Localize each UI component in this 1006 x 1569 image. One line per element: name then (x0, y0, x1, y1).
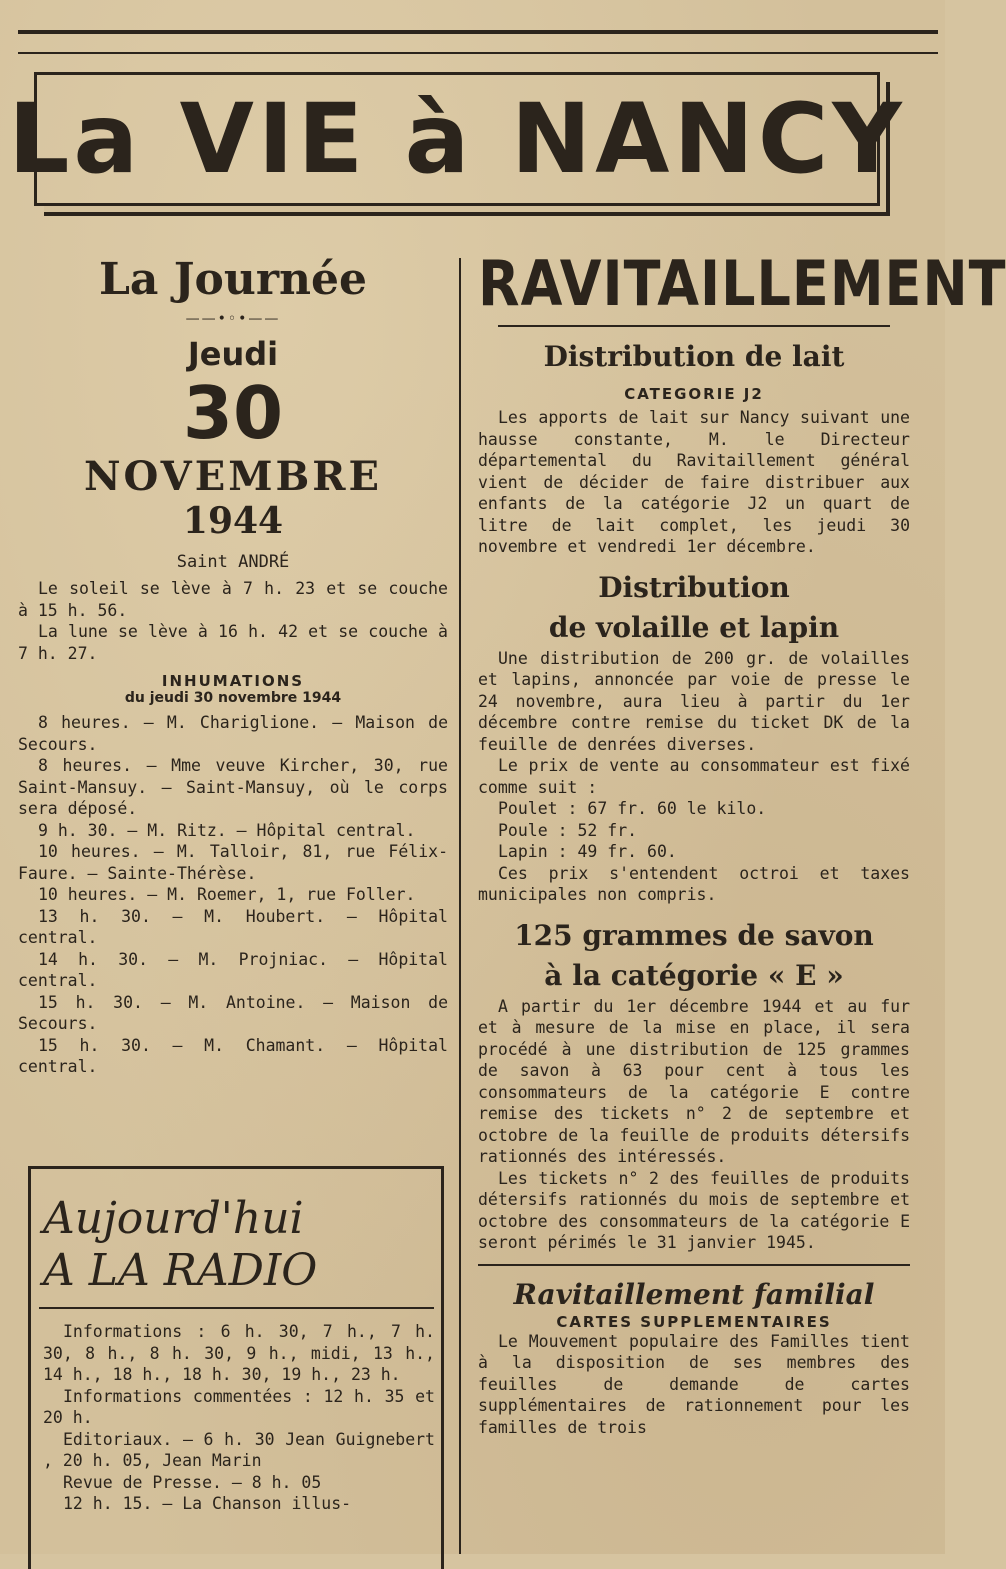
ephemeris (18, 578, 448, 664)
price-item: Lapin : 49 fr. 60. (498, 842, 677, 861)
date-number: 30 (182, 371, 284, 455)
familial-article (478, 1331, 910, 1439)
inhumations-list (18, 712, 448, 1078)
masthead-frame (8, 72, 906, 206)
list-item: 10 heures. — M. Talloir, 81, rue Félix-Faure. — Sainte-Thérèse. (18, 842, 448, 883)
volaille-price-intro: Le prix de vente au consommateur est fixé comme suit : (478, 756, 910, 797)
lait-category: CATEGORIE J2 (624, 385, 764, 403)
savon-heading-line2: à la catégorie « E » (544, 958, 844, 992)
radio-title-line1: Aujourd'hui (43, 1193, 304, 1244)
radio-paragraph: 12 h. 15. — La Chanson illus- (63, 1494, 352, 1513)
savon-text-2: Les tickets n° 2 des feuilles de produits détersifs rationnés du mois de septembre et octobre des consommateurs de la catégorie E seront périmés le 31 janvier 1945. (478, 1168, 910, 1252)
top-rule (18, 30, 938, 54)
right-column (478, 247, 1006, 1438)
lait-article (478, 407, 910, 558)
lait-heading: Distribution de lait (543, 340, 845, 373)
ornament-divider: ——•◦•—— (185, 311, 281, 327)
section-rule (478, 1264, 910, 1266)
savon-heading (478, 916, 910, 996)
list-item: 15 h. 30. — M. Antoine. — Maison de Secours. (18, 992, 448, 1033)
sun-times: Le soleil se lève à 7 h. 23 et se couche à 15 h. 56. (18, 579, 448, 620)
volaille-article (478, 648, 910, 906)
masthead-title: La VIE à NANCY (8, 83, 906, 195)
moon-times: La lune se lève à 16 h. 42 et se couche à 7 h. 27. (18, 622, 448, 663)
volaille-text: Une distribution de 200 gr. de volailles et lapins, annoncée par voie de presse le 24 novembre, aura lieu à partir du 1er décembre contre remise du ticket DK de la feuille de denrées diverses. (478, 648, 910, 754)
list-item: 14 h. 30. — M. Projniac. — Hôpital central. (18, 949, 448, 990)
savon-text-1: A partir du 1er décembre 1944 et au fur et à mesure de la mise en place, il sera procédé à une distribution de 125 grammes de savon à 63 pour cent à tous les consommateurs de la catégorie E contre remise des tickets n° 2 de septembre et octobre de la feuille de produits détersifs rationnés des intéressés. (478, 996, 910, 1166)
list-item: 9 h. 30. — M. Ritz. — Hôpital central. (38, 820, 416, 840)
radio-paragraph: Informations commentées : 12 h. 35 et 20 h. (43, 1386, 435, 1427)
familial-text: Le Mouvement populaire des Familles tient à la disposition de ses membres des feuilles de demande de cartes supplémentaires de rationnement pour les familles de trois (478, 1331, 910, 1437)
list-item: 8 heures. — Mme veuve Kircher, 30, rue Saint-Mansuy. — Saint-Mansuy, où le corps sera déposé. (18, 756, 448, 818)
volaille-heading-line2: de volaille et lapin (548, 610, 840, 644)
price-item: Poule : 52 fr. (498, 820, 638, 840)
radio-paragraph: Revue de Presse. — 8 h. 05 (63, 1472, 322, 1492)
column-divider (459, 258, 461, 1554)
list-item: 10 heures. — M. Roemer, 1, rue Foller. (38, 885, 416, 904)
list-item: 13 h. 30. — M. Houbert. — Hôpital central. (18, 906, 448, 947)
radio-title (43, 1193, 441, 1297)
radio-box (28, 1166, 444, 1569)
month: NOVEMBRE (83, 453, 383, 500)
savon-article (478, 996, 910, 1254)
radio-paragraph: Editoriaux. — 6 h. 30 Jean Guignebert , 20 h. 05, Jean Marin (43, 1429, 435, 1470)
familial-subheading: CARTES SUPPLEMENTAIRES (556, 1312, 832, 1331)
list-item: 8 heures. — M. Chariglione. — Maison de Secours. (18, 713, 448, 754)
radio-title-line2: A LA RADIO (43, 1245, 318, 1296)
familial-heading: Ravitaillement familial (513, 1277, 875, 1311)
list-item: 15 h. 30. — M. Chamant. — Hôpital central. (18, 1035, 448, 1076)
left-column (18, 250, 448, 1078)
radio-paragraph: Informations : 6 h. 30, 7 h., 7 h. 30, 8 h., 8 h. 30, 9 h., midi, 13 h., 14 h., 18 h., 18 h. 30, 19 h., 23 h. (43, 1322, 435, 1384)
radio-schedule (31, 1321, 441, 1515)
volaille-note: Ces prix s'entendent octroi et taxes municipales non compris. (478, 863, 910, 904)
savon-heading-line1: 125 grammes de savon (514, 918, 874, 952)
weekday: Jeudi (187, 335, 279, 373)
saint-of-day: Saint ANDRÉ (176, 552, 290, 572)
volaille-heading-line1: Distribution (598, 570, 790, 604)
inhumations-subtitle: du jeudi 30 novembre 1944 (124, 690, 342, 706)
radio-rule (39, 1307, 434, 1309)
year: 1944 (182, 500, 284, 542)
heading-rule (498, 325, 890, 327)
price-item: Poulet : 67 fr. 60 le kilo. (498, 799, 767, 818)
journee-heading: La Journée (98, 254, 368, 305)
inhumations-title: INHUMATIONS (161, 672, 305, 690)
volaille-heading (478, 568, 910, 648)
ravitaillement-heading: RAVITAILLEMENT (478, 247, 1006, 320)
lait-text: Les apports de lait sur Nancy suivant une hausse constante, M. le Directeur départemental du Ravitaillement général vient de décider de faire distribuer aux enfants de la catégorie J2 un quart de litre de lait complet, les jeudi 30 novembre et vendredi 1er décembre. (478, 408, 910, 556)
